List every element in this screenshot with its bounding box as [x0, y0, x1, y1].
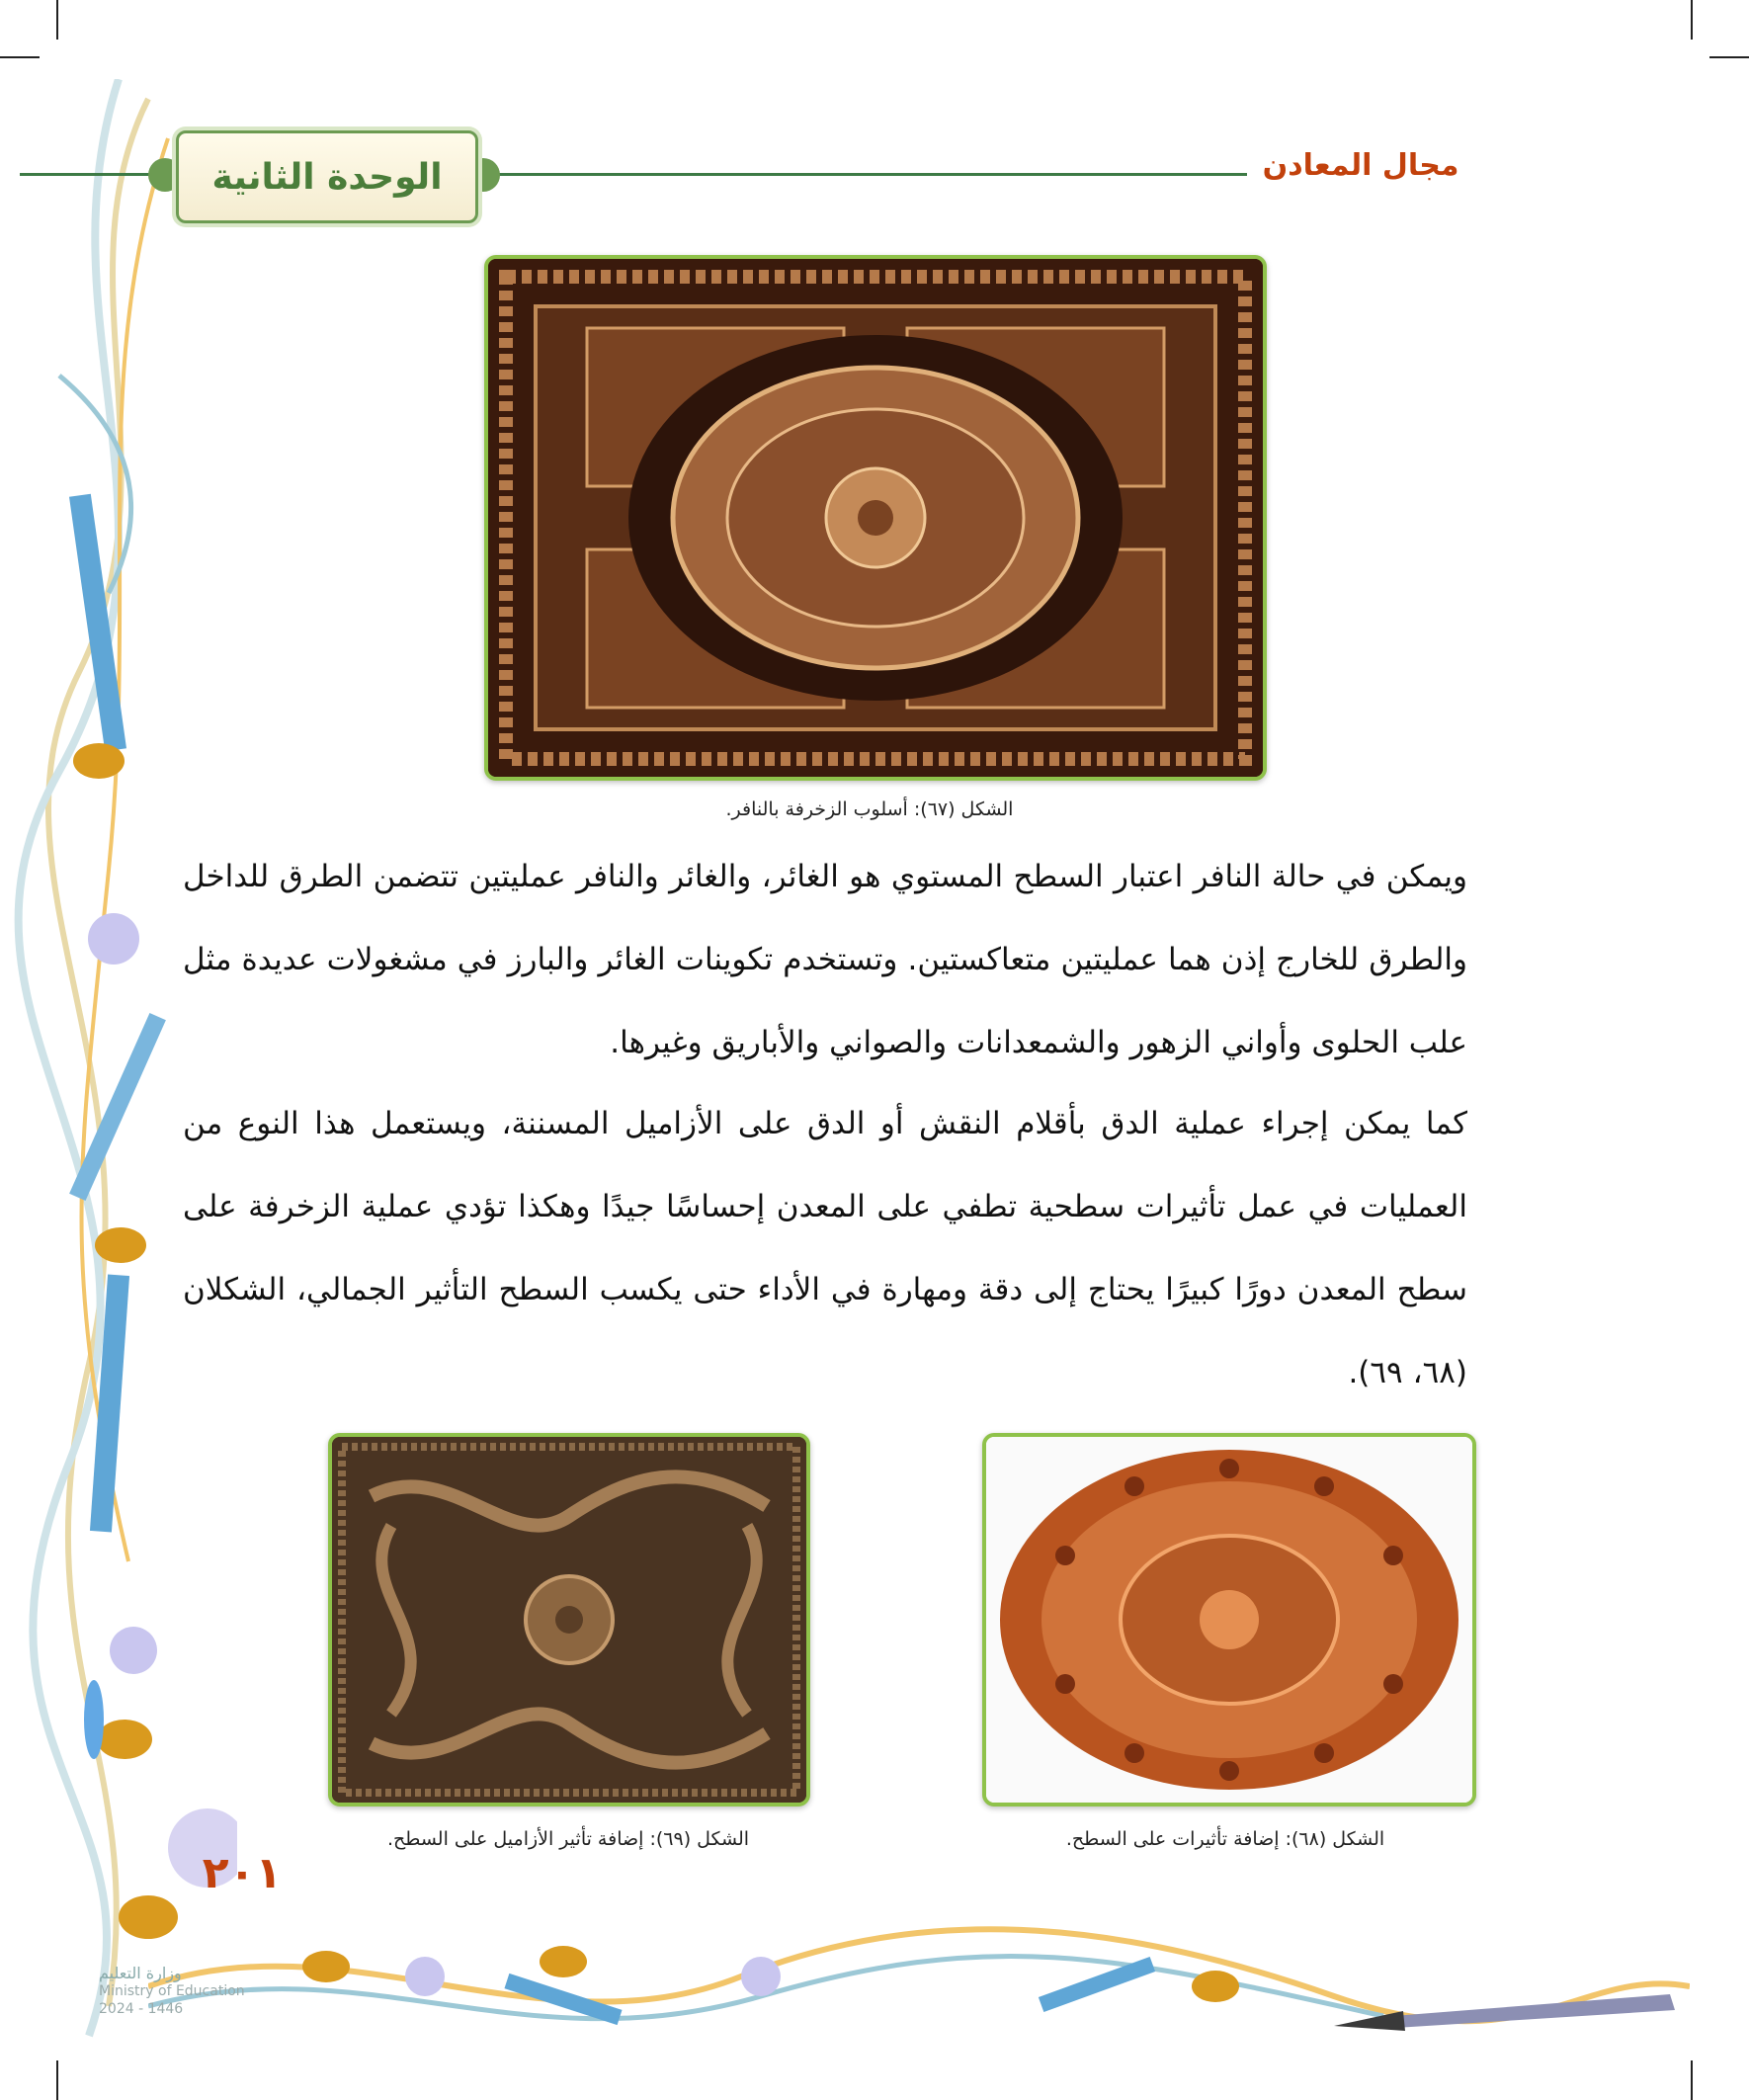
flower-icon: [741, 1957, 781, 1996]
butterfly-icon: [73, 743, 125, 779]
paintbrush-icon: [1393, 1994, 1675, 2028]
pencil-icon: [1039, 1957, 1155, 2012]
butterfly-icon: [302, 1951, 350, 1982]
butterfly-icon: [1192, 1971, 1239, 2002]
flower-icon: [110, 1627, 157, 1674]
figure-69-caption: الشكل (٦٩): إضافة تأثير الأزاميل على السطح.: [386, 1828, 750, 1850]
crop-mark: [1691, 2060, 1693, 2100]
edition-year: 2024 - 1446: [99, 2001, 184, 2017]
flower-icon: [405, 1957, 445, 1996]
flower-icon: [88, 913, 139, 965]
paragraph-text: كما يمكن إجراء عملية الدق بأقلام النقش أو الدق على الأزاميل المسننة، ويستعمل هذا النوع من العمليات في عمل تأثيرات سطحية تطفي على المعدن إحساسًا جيدًا وهكذا تؤدي عملية الزخرفة على سطح المعدن دورًا كبيرًا يحتاج إلى دقة ومهارة في الأداء حتى يكسب السطح التأثير الجمالي، الشكلان (٦٨، ٦٩).: [183, 1106, 1467, 1390]
leaf-icon: [84, 1680, 104, 1759]
crop-mark: [56, 0, 58, 40]
figure-68-caption: الشكل (٦٨): إضافة تأثيرات على السطح.: [1065, 1828, 1385, 1850]
figure-69-image: [328, 1433, 810, 1806]
page-number: ٢٠١: [202, 1848, 283, 1898]
crop-mark: [0, 56, 40, 58]
crop-mark: [1691, 0, 1693, 40]
unit-badge: [176, 130, 478, 223]
unit-label: الوحدة الثانية: [211, 156, 443, 198]
figure-67-caption: الشكل (٦٧): أسلوب الزخرفة بالنافر.: [725, 798, 1014, 820]
figure-68-image: [982, 1433, 1476, 1806]
butterfly-icon: [97, 1720, 152, 1759]
body-paragraph-2: [183, 1082, 1467, 1414]
field-title: مجال المعادن: [1247, 148, 1474, 192]
butterfly-icon: [540, 1946, 587, 1977]
body-paragraph-1: [183, 835, 1467, 1084]
paragraph-text: ويمكن في حالة النافر اعتبار السطح المستوي هو الغائر، والغائر والنافر عمليتين تتضمن الطرق للداخل والطرق للخارج إذن هما عمليتين متعاكستين. وتستخدم تكوينات الغائر والبارز في مشغولات عديدة مثل علب الحلوى وأواني الزهور والشمعدانات والصواني والأباريق وغيرها.: [183, 859, 1467, 1060]
butterfly-icon: [95, 1227, 146, 1263]
ministry-watermark: [99, 1965, 287, 2018]
decorative-border-bottom: [148, 1907, 1690, 2075]
ministry-name-en: Ministry of Education: [99, 1983, 245, 1999]
crop-mark: [1709, 56, 1749, 58]
crop-mark: [56, 2060, 58, 2100]
figure-67-image: [484, 255, 1267, 781]
ministry-name-ar: وزارة التعليم: [99, 1964, 182, 1982]
